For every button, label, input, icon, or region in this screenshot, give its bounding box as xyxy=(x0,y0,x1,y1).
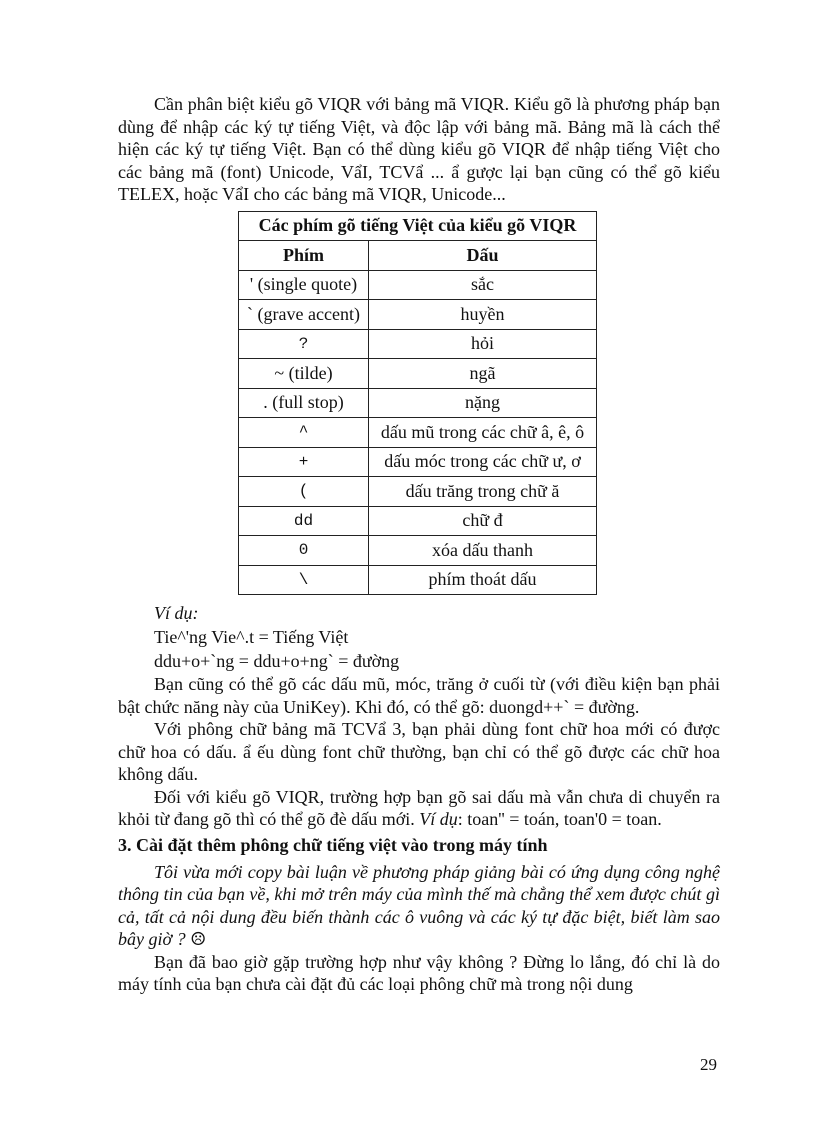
key-cell: . (full stop) xyxy=(239,388,369,418)
page-body xyxy=(118,93,720,996)
section-heading: 3. Cài đặt thêm phông chữ tiếng việt vào trong máy tính xyxy=(118,834,548,855)
key-cell: \ xyxy=(239,565,369,595)
mark-cell: dấu móc trong các chữ ư, ơ xyxy=(369,447,597,477)
table-row xyxy=(239,388,597,418)
table-row xyxy=(239,359,597,389)
mark-cell: ngã xyxy=(369,359,597,389)
table-row xyxy=(239,565,597,595)
paragraph-go-de-dau xyxy=(118,786,720,831)
key-cell: dd xyxy=(239,506,369,536)
intro-paragraph: Cần phân biệt kiểu gõ VIQR với bảng mã VIQR. Kiểu gõ là phương pháp bạn dùng để nhập các ký tự tiếng Việt, và độc lập với bảng mã. Bảng mã là cách thể hiện các ký tự tiếng Việt. Bạn có thể dùng kiểu gõ VIQR để nhập tiếng Việt cho các bảng mã (font) Unicode, VẩI, TCVẩ ... ẩ gược lại bạn cũng có thể gõ kiểu TELEX, hoặc VẩI cho các bảng mã VIQR, Unicode... xyxy=(118,94,720,204)
key-cell: ' (single quote) xyxy=(239,270,369,300)
table-row xyxy=(239,418,597,448)
table-header-mark: Dấu xyxy=(369,241,597,271)
mark-cell: dấu mũ trong các chữ â, ê, ô xyxy=(369,418,597,448)
mark-cell: dấu trăng trong chữ ă xyxy=(369,477,597,507)
example-line-2: ddu+o+`ng = ddu+o+ng` = đường xyxy=(154,651,400,671)
table-row xyxy=(239,270,597,300)
table-row xyxy=(239,300,597,330)
key-cell: 0 xyxy=(239,536,369,566)
text-part: : toan'' = toán, toan'0 = toan. xyxy=(457,809,662,829)
vi-du-inline: Ví dụ xyxy=(419,809,458,829)
mark-cell: chữ đ xyxy=(369,506,597,536)
key-cell: + xyxy=(239,447,369,477)
closing-paragraph: Bạn đã bao giờ gặp trường hợp như vậy không ? Đừng lo lắng, đó chỉ là do máy tính của bạn chưa cài đặt đủ các loại phông chữ mà trong nội dung xyxy=(118,951,720,994)
table-row xyxy=(239,447,597,477)
table-header-key: Phím xyxy=(239,241,369,271)
text-part: Đối với kiểu gõ VIQR, trường hợp bạn gõ sai dấu mà vẫn chưa di chuyển ra khỏi từ đang gõ thì có thể gõ đè dấu mới. xyxy=(118,786,720,829)
key-cell: ^ xyxy=(239,418,369,448)
mark-cell: phím thoát dấu xyxy=(369,565,597,595)
mark-cell: hỏi xyxy=(369,329,597,359)
key-cell: ` (grave accent) xyxy=(239,300,369,330)
mark-cell: huyền xyxy=(369,300,597,330)
viqr-keys-table xyxy=(238,211,597,596)
key-cell: ~ (tilde) xyxy=(239,359,369,389)
example-line-1: Tie^'ng Vie^.t = Tiếng Việt xyxy=(154,627,349,647)
paragraph-tcvn3: Với phông chữ bảng mã TCVẩ 3, bạn phải dùng font chữ hoa mới có được chữ hoa có dấu. ẩ ếu dùng font chữ thường, bạn chỉ có thể gõ được các chữ hoa không dấu. xyxy=(118,719,720,784)
key-cell: ( xyxy=(239,477,369,507)
table-row xyxy=(239,536,597,566)
table-caption: Các phím gõ tiếng Việt của kiểu gõ VIQR xyxy=(239,211,597,241)
table-row xyxy=(239,477,597,507)
paragraph-dau-cuoi-tu: Bạn cũng có thể gõ các dấu mũ, móc, trăng ở cuối từ (với điều kiện bạn phải bật chức năng này của UniKey). Khi đó, có thể gõ: duongd++` = đường. xyxy=(118,674,720,717)
mark-cell: sắc xyxy=(369,270,597,300)
table-row xyxy=(239,329,597,359)
quote-paragraph: Tôi vừa mới copy bài luận về phương pháp giảng bài có ứng dụng công nghệ thông tin của bạn về, khi mở trên máy của mình thế mà chẳng thể xem được chút gì cả, tất cả nội dung đều biến thành các ô vuông và các ký tự đặc biệt, biết làm sao bây giờ ? ☹ xyxy=(118,861,720,949)
example-label: Ví dụ: xyxy=(154,603,199,623)
table-row xyxy=(239,506,597,536)
key-cell: ? xyxy=(239,329,369,359)
mark-cell: nặng xyxy=(369,388,597,418)
mark-cell: xóa dấu thanh xyxy=(369,536,597,566)
page-number: 29 xyxy=(700,1055,717,1074)
